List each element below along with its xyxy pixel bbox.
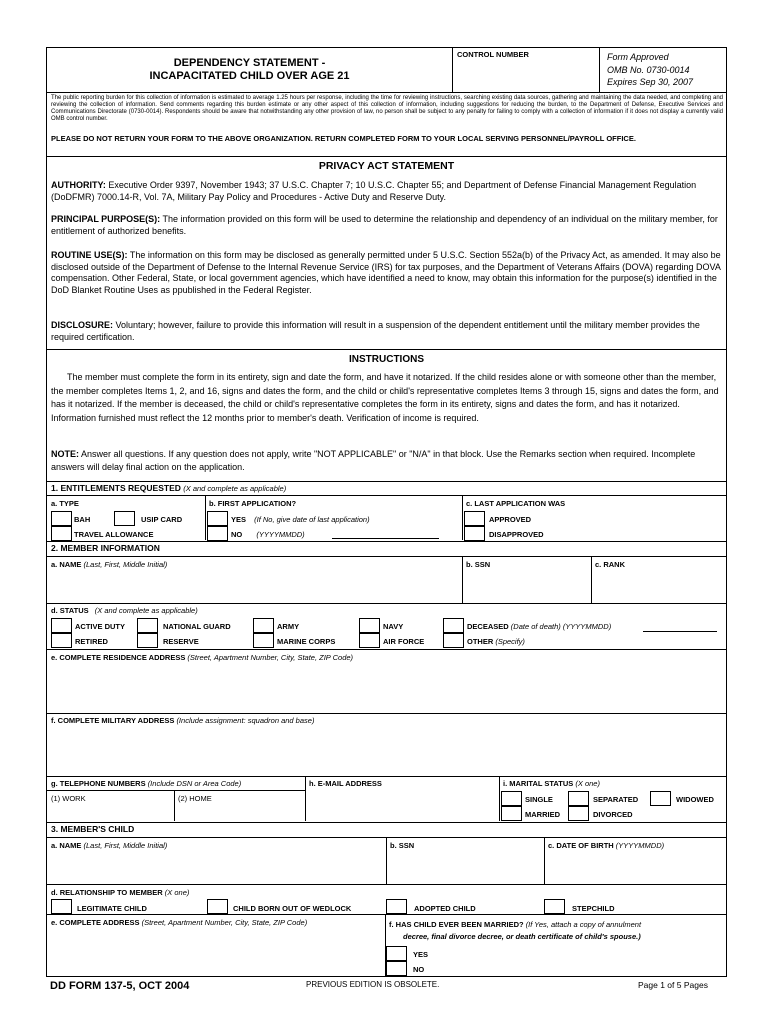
page-number: Page 1 of 5 Pages [638,980,708,990]
deceased-note: (Date of death) (YYYYMMDD) [510,622,612,631]
residence-address-text: e. COMPLETE RESIDENCE ADDRESS [51,653,186,662]
child-married-yes-checkbox[interactable] [386,946,407,961]
work-phone-field[interactable] [48,791,173,820]
form-title [47,57,452,83]
omb-approval [607,51,693,89]
status-label [51,606,198,615]
child-married-no-checkbox[interactable] [386,961,407,976]
travel-allowance-checkbox[interactable] [51,526,72,541]
marine-corps-checkbox[interactable] [253,633,274,648]
widowed-label: WIDOWED [676,795,714,804]
bah-checkbox[interactable] [51,511,72,526]
child-ssn-label: b. SSN [390,841,415,850]
relationship-text: d. RELATIONSHIP TO MEMBER [51,888,163,897]
note-paragraph [51,448,723,474]
child-name-note: (Last, First, Middle Initial) [83,841,168,850]
married-label: MARRIED [525,810,560,819]
child-address-field[interactable] [48,929,384,976]
navy-label: NAVY [383,622,404,631]
divorced-label: DIVORCED [593,810,633,819]
routine-paragraph [51,250,723,296]
member-ssn-label: b. SSN [466,560,491,569]
relationship-note: (X one) [164,888,190,897]
single-checkbox[interactable] [501,791,522,806]
single-label: SINGLE [525,795,553,804]
out-of-wedlock-checkbox[interactable] [207,899,228,914]
member-name-note: (Last, First, Middle Initial) [83,560,168,569]
last-application-label: c. LAST APPLICATION WAS [466,499,566,508]
home-phone-label: (2) HOME [178,794,212,803]
section1-note: (X and complete as applicable) [183,484,287,493]
omb-expiry: Expires Sep 30, 2007 [607,77,694,87]
telephone-note: (Include DSN or Area Code) [147,779,242,788]
other-text: OTHER [467,637,494,646]
burden-statement: The public reporting burden for this collection of information is estimated to average 1.25 hours per response, including the time for reviewing instructions, searching existing data sources, gathering and maintaining the data needed, and completing and reviewing the collection of information. Send comments regarding this burden estimate or any other aspect of this collection of information, including suggestions for reducing the burden, to the Department of Defense, Executive Services and Communications Directorate (0730-0014). Respondents should be aware that notwithstanding any other provision of law, no person shall be subject to any penalty for failing to comply with a collection of information if it does not display a currently valid OMB control number. [51,95,723,122]
divorced-checkbox[interactable] [568,806,589,821]
first-app-no-checkbox[interactable] [207,526,228,541]
reserve-checkbox[interactable] [137,633,158,648]
air-force-label: AIR FORCE [383,637,425,646]
military-address-note: (Include assignment: squadron and base) [176,716,315,725]
first-app-no-text: NO [231,530,243,539]
marital-status-text: i. MARITAL STATUS [503,779,574,788]
child-address-label [51,918,307,927]
first-app-yes-label [231,515,370,524]
privacy-heading: PRIVACY ACT STATEMENT [318,160,455,172]
member-name-text: a. NAME [51,560,82,569]
omb-number: OMB No. 0730-0014 [607,64,690,75]
date-of-death-line[interactable] [643,631,717,632]
routine-label: ROUTINE USE(S): [51,250,128,260]
child-dob-label [548,841,664,850]
first-app-yes-text: YES [231,515,247,524]
member-rank-label: c. RANK [595,560,626,569]
purpose-paragraph [51,214,723,237]
air-force-checkbox[interactable] [359,633,380,648]
marital-status-note: (X one) [575,779,600,788]
other-label [467,637,525,646]
section1-heading [51,484,286,493]
status-text: d. STATUS [51,606,89,615]
return-warning: PLEASE DO NOT RETURN YOUR FORM TO THE ABOVE ORGANIZATION. RETURN COMPLETED FORM TO YOUR LOCAL SERVING PERSONNEL/PAYROLL OFFICE. [51,134,636,143]
residence-address-label [51,653,353,662]
purpose-text: The information provided on this form will be used to determine the relationship and dependency of an individual on the military member, for entitlement of authorized benefits. [51,214,718,236]
email-label: h. E-MAIL ADDRESS [309,779,382,788]
child-married-no-label: NO [413,965,425,974]
army-label: ARMY [277,622,300,631]
child-dob-note: (YYYYMMDD) [615,841,665,850]
first-app-yes-checkbox[interactable] [207,511,228,526]
other-note: (Specify) [495,637,525,646]
army-checkbox[interactable] [253,618,274,633]
other-checkbox[interactable] [443,633,464,648]
usip-card-checkbox[interactable] [114,511,135,526]
email-field[interactable] [306,790,498,820]
member-ssn-field[interactable] [463,571,590,601]
instructions-heading: INSTRUCTIONS [349,354,424,365]
authority-text: Executive Order 9397, November 1943; 37 U.S.C. Chapter 7; 10 U.S.C. Chapter 55; and Department of Defense Financial Management Regulation (DoDFMR) 7000.14-R, Vol. 7A, Military Pay Policy and Procedures - Active Duty and Reserve Duty. [51,180,697,202]
disclosure-paragraph [51,320,723,343]
first-application-label: b. FIRST APPLICATION? [209,499,297,508]
section1-title: 1. ENTITLEMENTS REQUESTED [51,483,181,493]
separated-label: SEPARATED [593,795,639,804]
form-number: DD FORM 137-5, OCT 2004 [50,980,190,992]
form-title-line2: INCAPACITATED CHILD OVER AGE 21 [149,70,350,82]
child-married-yes-label: YES [413,950,429,959]
dependency-statement-form [46,47,727,977]
travel-allowance-label: TRAVEL ALLOWANCE [74,530,154,539]
national-guard-checkbox[interactable] [137,618,158,633]
purpose-label: PRINCIPAL PURPOSE(S): [51,214,161,224]
member-name-label [51,560,167,569]
stepchild-checkbox[interactable] [544,899,565,914]
military-address-field[interactable] [48,727,725,775]
authority-paragraph [51,180,723,203]
child-dob-text: c. DATE OF BIRTH [548,841,614,850]
status-note: (X and complete as applicable) [94,606,198,615]
active-duty-checkbox[interactable] [51,618,72,633]
disapproved-label: DISAPPROVED [489,530,544,539]
military-address-text: f. COMPLETE MILITARY ADDRESS [51,716,175,725]
instructions-text: The member must complete the form in its entirety, sign and date the form, and have it notarized. If the child resides alone or with someone other than the member, the member completes Items 1, 2, and 16, signs and dates the form, and the child or child's representative completes Items 3 through 15, signs and dates the form, and has it notarized. If the member is deceased, the child or child's representative completes the form in its entirety, signs and dates the form, and has it notarized. Information furnished must reflect the 12 months prior to member's death. Verification of income is required. [51,372,719,423]
disclosure-text: Voluntary; however, failure to provide this information will result in a suspension of the dependent entitlement until the military member provides the required certification. [51,320,700,342]
type-label: a. TYPE [51,499,79,508]
routine-text: The information on this form may be disclosed as generally permitted under 5 U.S.C. Section 552a(b) of the Privacy Act, as amended. It may also be disclosed outside of the Department of Defense to the Internal Revenue Service (IRS) for tax purposes, and the Department of Veterans Affairs (DOVA) regarding DOVA compensation. Other Federal, State, or local government agencies, which have identified a need to know, may obtain this information for the purpose(s) identified in the DoD Blanket Routine Uses as ppublished in the Federal Register. [51,250,721,295]
child-name-label [51,841,167,850]
child-name-field[interactable] [48,852,385,882]
adopted-child-checkbox[interactable] [386,899,407,914]
retired-label: RETIRED [75,637,108,646]
legitimate-child-label: LEGITIMATE CHILD [77,904,147,913]
telephone-text: g. TELEPHONE NUMBERS [51,779,146,788]
deceased-text: DECEASED [467,622,509,631]
child-married-label [389,920,641,929]
note-text: Answer all questions. If any question does not apply, write "NOT APPLICABLE" or "N/A" in that block. Use the Remarks section when required. Incomplete answers will delay final action on the application. [51,449,696,472]
separated-checkbox[interactable] [568,791,589,806]
control-number-field[interactable] [453,60,599,92]
widowed-checkbox[interactable] [650,791,671,806]
home-phone-field[interactable] [175,791,304,820]
previous-edition-note: PREVIOUS EDITION IS OBSOLETE. [306,980,440,989]
legitimate-child-checkbox[interactable] [51,899,72,914]
residence-address-note: (Street, Apartment Number, City, State, ZIP Code) [187,653,354,662]
adopted-child-label: ADOPTED CHILD [414,904,476,913]
authority-label: AUTHORITY: [51,180,106,190]
last-application-date-line[interactable] [332,538,439,539]
usip-card-label: USIP CARD [141,515,183,524]
first-app-yes-note: (If No, give date of last application) [254,515,370,524]
disapproved-checkbox[interactable] [464,526,485,541]
member-name-field[interactable] [48,571,461,601]
section2-heading: 2. MEMBER INFORMATION [51,543,160,553]
deceased-label [467,622,611,631]
out-of-wedlock-label: CHILD BORN OUT OF WEDLOCK [233,904,352,913]
form-title-line1: DEPENDENCY STATEMENT - [173,57,326,69]
residence-address-field[interactable] [48,664,725,712]
reserve-label: RESERVE [163,637,199,646]
approved-checkbox[interactable] [464,511,485,526]
child-address-text: e. COMPLETE ADDRESS [51,918,140,927]
bah-label: BAH [74,515,91,524]
child-name-text: a. NAME [51,841,82,850]
first-app-no-label [231,530,305,539]
approved-label: APPROVED [489,515,532,524]
marine-corps-label: MARINE CORPS [277,637,336,646]
child-ssn-field[interactable] [387,852,543,882]
child-address-note: (Street, Apartment Number, City, State, ZIP Code) [141,918,308,927]
child-married-note-2: decree, final divorce decree, or death certificate of child's spouse.) [403,932,641,941]
retired-checkbox[interactable] [51,633,72,648]
first-app-no-note: (YYYYMMDD) [256,530,305,539]
child-dob-field[interactable] [545,852,725,882]
active-duty-label: ACTIVE DUTY [75,622,126,631]
omb-line1: Form Approved [607,52,669,62]
control-number-label: CONTROL NUMBER [457,50,529,59]
section3-heading: 3. MEMBER'S CHILD [51,824,135,834]
note-label: NOTE: [51,449,79,459]
telephone-label [51,779,241,788]
relationship-label [51,888,189,897]
stepchild-label: STEPCHILD [572,904,615,913]
national-guard-label: NATIONAL GUARD [163,622,231,631]
married-checkbox[interactable] [501,806,522,821]
child-married-text: f. HAS CHILD EVER BEEN MARRIED? [389,920,524,929]
deceased-checkbox[interactable] [443,618,464,633]
work-phone-label: (1) WORK [51,794,86,803]
disclosure-label: DISCLOSURE: [51,320,114,330]
navy-checkbox[interactable] [359,618,380,633]
military-address-label [51,716,314,725]
member-rank-field[interactable] [592,571,725,601]
marital-status-label [503,779,600,788]
child-married-note-1: (If Yes, attach a copy of annulment [525,920,642,929]
